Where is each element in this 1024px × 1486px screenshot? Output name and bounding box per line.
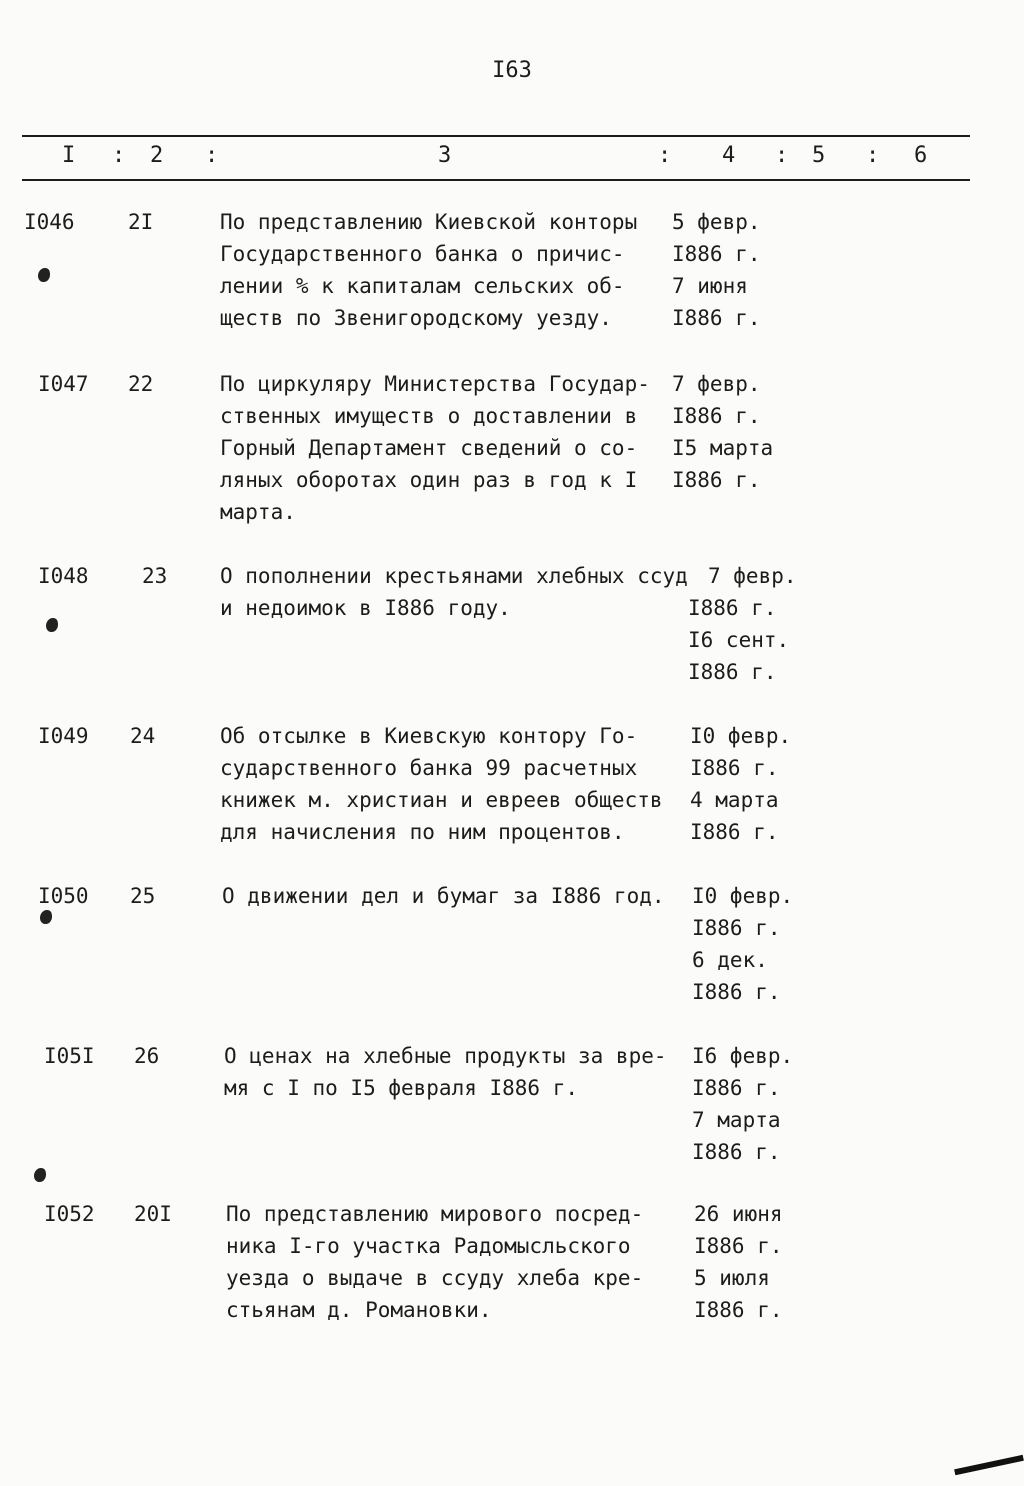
header-bottom-rule — [22, 179, 970, 181]
title-line: стьянам д. Романовки. — [226, 1298, 492, 1322]
entry-number: I046 — [24, 210, 75, 234]
page-number: I63 — [492, 58, 532, 83]
start-year: I886 г. — [694, 1234, 783, 1258]
entry-number: I047 — [38, 372, 89, 396]
entry-dates — [688, 560, 797, 688]
ink-mark — [46, 618, 58, 632]
start-date: 26 июня — [694, 1202, 783, 1226]
title-line: Горный Департамент сведений о со- — [220, 436, 638, 460]
title-line: ника I-го участка Радомысльского — [226, 1234, 631, 1258]
entry-dates — [690, 720, 791, 848]
entry-item: 25 — [130, 884, 156, 908]
end-date: I6 сент. — [688, 628, 790, 652]
entry-item: 22 — [128, 372, 154, 396]
entry-title — [226, 1198, 686, 1326]
title-line: Государственного банка о причис- — [220, 242, 625, 266]
ink-mark — [38, 268, 50, 282]
title-line: По представлению мирового посред- — [226, 1202, 644, 1226]
title-line: лении % к капиталам сельских об- — [220, 274, 625, 298]
ink-mark — [40, 910, 52, 924]
start-date: 7 февр. — [708, 564, 797, 588]
start-date: 5 февр. — [672, 210, 761, 234]
end-date: 7 марта — [692, 1108, 781, 1132]
title-line: О ценах на хлебные продукты за вре- — [224, 1044, 667, 1068]
entry-title — [220, 206, 680, 334]
entry-item: 2I — [128, 210, 154, 234]
entry-title — [224, 1040, 684, 1104]
title-line: О движении дел и бумаг за I886 год. — [222, 884, 665, 908]
column-header-2: 2 — [150, 143, 164, 168]
end-year: I886 г. — [692, 1140, 781, 1164]
title-line: По циркуляру Министерства Государ- — [220, 372, 650, 396]
end-year: I886 г. — [672, 468, 761, 492]
start-date: I6 февр. — [692, 1044, 794, 1068]
start-year: I886 г. — [692, 916, 781, 940]
column-header-3: 3 — [438, 143, 452, 168]
title-line: По представлению Киевской конторы — [220, 210, 638, 234]
column-header-6: 6 — [914, 143, 928, 168]
title-line: и недоимок в I886 году. — [220, 596, 511, 620]
title-line: сударственного банка 99 расчетных — [220, 756, 638, 780]
scan-edge-mark — [954, 1455, 1024, 1475]
entry-number: I048 — [38, 564, 89, 588]
entry-title — [222, 880, 682, 912]
start-year: I886 г. — [672, 242, 761, 266]
title-line: мя с I по I5 февраля I886 г. — [224, 1076, 579, 1100]
column-separator: : — [112, 143, 126, 168]
title-line: для начисления по ним процентов. — [220, 820, 625, 844]
end-year: I886 г. — [692, 980, 781, 1004]
end-date: 7 июня — [672, 274, 748, 298]
end-date: 5 июля — [694, 1266, 770, 1290]
entry-dates — [692, 880, 793, 1008]
entry-item: 20I — [134, 1202, 172, 1226]
title-line: книжек м. христиан и евреев обществ — [220, 788, 663, 812]
entry-title — [220, 560, 688, 624]
end-date: 6 дек. — [692, 948, 768, 972]
title-line: уезда о выдаче в ссуду хлеба кре- — [226, 1266, 644, 1290]
start-year: I886 г. — [692, 1076, 781, 1100]
title-line: марта. — [220, 500, 296, 524]
entry-title — [220, 720, 680, 848]
column-header-5: 5 — [812, 143, 826, 168]
start-year: I886 г. — [690, 756, 779, 780]
entry-dates — [672, 206, 761, 334]
column-separator: : — [205, 143, 219, 168]
entry-number: I05I — [44, 1044, 95, 1068]
start-year: I886 г. — [688, 596, 777, 620]
end-year: I886 г. — [672, 306, 761, 330]
end-date: 4 марта — [690, 788, 779, 812]
column-separator: : — [658, 143, 672, 168]
entry-dates — [672, 368, 773, 496]
start-date: 7 февр. — [672, 372, 761, 396]
end-year: I886 г. — [694, 1298, 783, 1322]
start-date: I0 февр. — [692, 884, 794, 908]
entry-number: I052 — [44, 1202, 95, 1226]
title-line: ляных оборотах один раз в год к I — [220, 468, 638, 492]
title-line: ственных имуществ о доставлении в — [220, 404, 638, 428]
column-header-4: 4 — [722, 143, 736, 168]
end-date: I5 марта — [672, 436, 774, 460]
entry-item: 24 — [130, 724, 156, 748]
title-line: О пополнении крестьянами хлебных ссуд — [220, 564, 688, 588]
ink-mark — [34, 1168, 46, 1182]
title-line: Об отсылке в Киевскую контору Го- — [220, 724, 638, 748]
column-header-1: I — [62, 143, 76, 168]
entry-number: I050 — [38, 884, 89, 908]
header-top-rule — [22, 135, 970, 137]
end-year: I886 г. — [690, 820, 779, 844]
entry-number: I049 — [38, 724, 89, 748]
start-year: I886 г. — [672, 404, 761, 428]
entry-dates — [692, 1040, 793, 1168]
entry-item: 23 — [142, 564, 168, 588]
column-separator: : — [866, 143, 880, 168]
entry-dates — [694, 1198, 783, 1326]
end-year: I886 г. — [688, 660, 777, 684]
entry-item: 26 — [134, 1044, 160, 1068]
entry-title — [220, 368, 680, 528]
title-line: ществ по Звенигородскому уезду. — [220, 306, 612, 330]
start-date: I0 февр. — [690, 724, 792, 748]
column-separator: : — [775, 143, 789, 168]
